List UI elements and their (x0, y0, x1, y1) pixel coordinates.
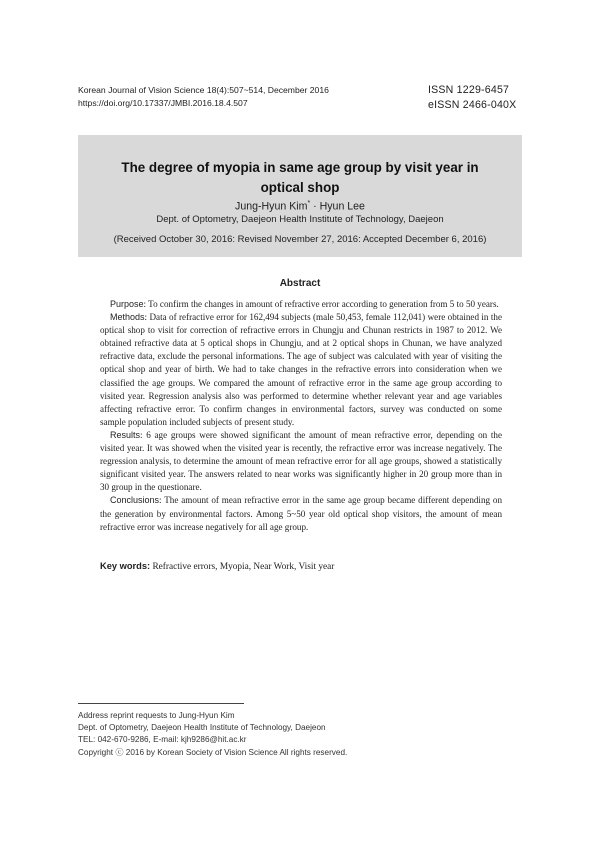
keywords-text: Refractive errors, Myopia, Near Work, Visit year (150, 562, 335, 572)
keywords-label: Key words: (100, 561, 151, 571)
abstract-heading: Abstract (279, 278, 321, 289)
paper-title-line2: optical shop (260, 180, 340, 195)
received-dates: (Received October 30, 2016: Revised November 27, 2016: Accepted December 6, 2016) (113, 234, 487, 245)
conclusions-text: : The amount of mean refractive error in the same age group became different depending on the generation by environmental factors. Among 5~50 year old optical shop visitors, the amount of mean refractive error was increase negatively for all age group. (100, 495, 502, 532)
abstract-methods (100, 311, 502, 429)
issn: ISSN 1229-6457 (428, 84, 510, 96)
footnote-affiliation: Dept. of Optometry, Daejeon Health Institute of Technology, Daejeon (78, 723, 326, 733)
issn-block (428, 83, 516, 112)
purpose-text: : To confirm the changes in amount of refractive error according to generation from 5 to 50 years. (143, 299, 499, 309)
methods-text: : Data of refractive error for 162,494 subjects (male 50,453, female 112,041) were obtained in the optical shop to visit for correction of refractive errors in Chungju and Chunan restricts in 1987 to 2012. We obtained refractive data at 5 optical shops in Chungju, and at 2 optical shops in Chunan, we have analyzed refractive data, exclude the personal informations. The age of subject was calculated with year of visiting the optical shop and year of birth. We had to take changes in the refractive errors into consideration when we classified the age groups. We compared the amount of refractive error in the same age group according to visited year. Regression analysis also was performed to determine whether relevant year and age variables affecting refractive error. To confirm changes in environmental factors, survey was conducted on some sample population included subjects of present study. (100, 312, 502, 427)
journal-header (78, 84, 329, 110)
authors (78, 200, 522, 213)
copyright: Copyright ⓒ 2016 by Korean Society of Vision Science All rights reserved. (78, 747, 348, 757)
title-box (78, 135, 522, 257)
purpose-label: Purpose (110, 299, 144, 309)
abstract-conclusions (100, 494, 502, 533)
doi-link[interactable]: https://doi.org/10.17337/JMBI.2016.18.4.507 (78, 98, 248, 108)
abstract-purpose (100, 298, 502, 311)
eissn: eISSN 2466-040X (428, 98, 517, 111)
paper-title (78, 158, 522, 198)
footnote-divider (78, 703, 244, 704)
results-label: Results (110, 429, 141, 440)
results-text: : 6 age groups were showed significant the amount of mean refractive error, depending on the visited year. It was showed when the visited year is recently, the refractive error was increase negatively. The regression analysis, to determine the amount of mean refractive error for all age groups, showed a statistically significant visited year. The answers related to near works was significantly higher in 20 group more than in 30 group in the questionare. (100, 429, 502, 493)
reprint-request: Address reprint requests to Jung-Hyun Kim (78, 711, 235, 720)
paper-title-line1: The degree of myopia in same age group by visit year in (121, 160, 479, 175)
keywords (100, 561, 334, 572)
affiliation: Dept. of Optometry, Daejeon Health Institute of Technology, Daejeon (156, 214, 444, 225)
abstract-body (100, 298, 502, 534)
journal-citation: Korean Journal of Vision Science 18(4):507~514, December 2016 (78, 85, 329, 95)
contact-info: TEL: 042-670-9286, E-mail: kjh9286@hit.ac.kr (78, 735, 247, 745)
conclusions-label: Conclusions (110, 495, 160, 506)
corresponding-mark: * (307, 200, 311, 207)
footnote (78, 710, 347, 759)
methods-label: Methods (110, 312, 145, 323)
author-1: Jung-Hyun Kim (235, 200, 308, 213)
author-2: · Hyun Lee (310, 200, 365, 213)
abstract-results (100, 429, 502, 494)
